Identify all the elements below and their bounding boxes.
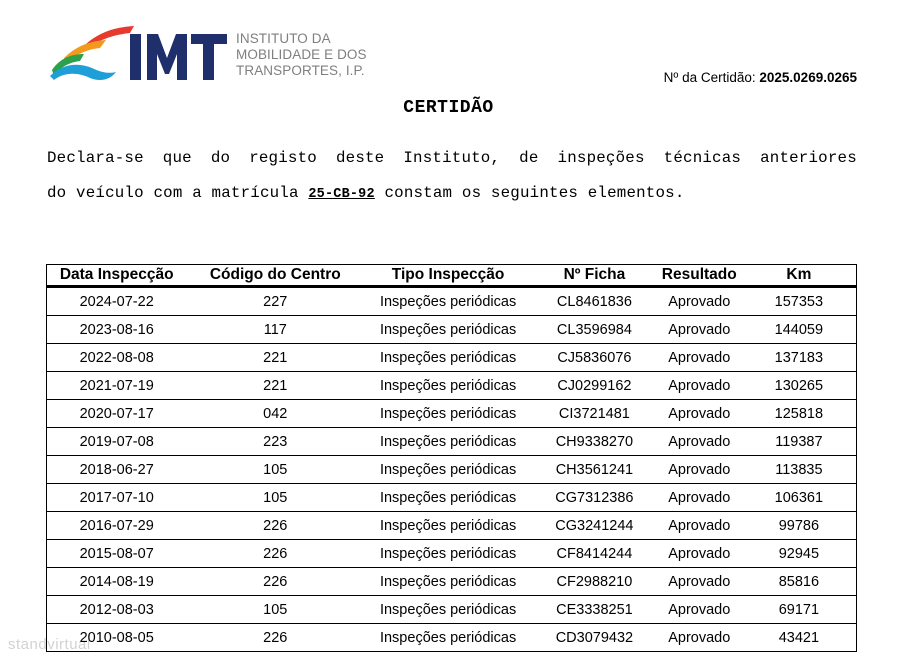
inspections-table	[46, 264, 857, 652]
cell-inspection-type: Inspeções periódicas	[364, 456, 532, 484]
cell-date: 2017-07-10	[47, 484, 187, 512]
cell-date: 2024-07-22	[47, 287, 187, 316]
cell-km: 92945	[742, 540, 857, 568]
cell-center-code: 226	[186, 624, 364, 652]
table-row	[47, 540, 857, 568]
declaration-paragraph	[47, 141, 857, 212]
column-header: Km	[742, 265, 857, 287]
table-row	[47, 428, 857, 456]
cell-sheet-number: CD3079432	[532, 624, 657, 652]
cell-result: Aprovado	[657, 287, 742, 316]
cell-result: Aprovado	[657, 372, 742, 400]
cell-sheet-number: CI3721481	[532, 400, 657, 428]
cell-result: Aprovado	[657, 568, 742, 596]
cell-result: Aprovado	[657, 596, 742, 624]
logo-institute-name	[236, 31, 367, 79]
imt-logo	[50, 24, 370, 86]
cell-center-code: 105	[186, 596, 364, 624]
column-header: Nº Ficha	[532, 265, 657, 287]
certificate-number	[664, 70, 857, 85]
declaration-word: de	[519, 149, 539, 167]
cell-inspection-type: Inspeções periódicas	[364, 372, 532, 400]
cell-center-code: 223	[186, 428, 364, 456]
cell-center-code: 227	[186, 287, 364, 316]
cell-inspection-type: Inspeções periódicas	[364, 596, 532, 624]
certificate-number-label: Nº da Certidão:	[663, 70, 756, 85]
cell-inspection-type: Inspeções periódicas	[364, 287, 532, 316]
cell-result: Aprovado	[657, 400, 742, 428]
table-header-row	[47, 265, 857, 287]
table-row	[47, 400, 857, 428]
cell-sheet-number: CL8461836	[532, 287, 657, 316]
watermark: standvirtual	[8, 636, 91, 653]
document-title: CERTIDÃO	[403, 98, 494, 118]
cell-date: 2016-07-29	[47, 512, 187, 540]
cell-center-code: 221	[186, 344, 364, 372]
declaration-line-2	[47, 176, 857, 212]
declaration-word: que	[162, 149, 192, 167]
cell-result: Aprovado	[657, 512, 742, 540]
logo-line: TRANSPORTES, I.P.	[236, 63, 365, 78]
cell-result: Aprovado	[657, 428, 742, 456]
imt-logo-mark	[50, 24, 230, 86]
cell-km: 125818	[742, 400, 857, 428]
declaration-word: registo	[249, 149, 317, 167]
column-header: Tipo Inspecção	[364, 265, 532, 287]
cell-km: 157353	[742, 287, 857, 316]
cell-date: 2012-08-03	[47, 596, 187, 624]
declaration-word: técnicas	[663, 149, 742, 167]
column-header: Código do Centro	[186, 265, 364, 287]
cell-date: 2018-06-27	[47, 456, 187, 484]
column-header: Resultado	[657, 265, 742, 287]
cell-inspection-type: Inspeções periódicas	[364, 624, 532, 652]
declaration-word: do	[210, 149, 231, 167]
cell-result: Aprovado	[657, 344, 742, 372]
cell-date: 2022-08-08	[47, 344, 187, 372]
cell-inspection-type: Inspeções periódicas	[364, 400, 532, 428]
declaration-text-before-plate: do veículo com a matrícula	[47, 184, 309, 202]
cell-sheet-number: CF2988210	[532, 568, 657, 596]
cell-date: 2019-07-08	[47, 428, 187, 456]
column-header: Data Inspecção	[47, 265, 187, 287]
cell-center-code: 221	[186, 372, 364, 400]
declaration-word: deste	[335, 149, 385, 167]
cell-sheet-number: CH3561241	[532, 456, 657, 484]
cell-result: Aprovado	[657, 540, 742, 568]
cell-km: 85816	[742, 568, 857, 596]
cell-date: 2010-08-05	[47, 624, 187, 652]
cell-inspection-type: Inspeções periódicas	[364, 316, 532, 344]
table-row	[47, 568, 857, 596]
certificate-number-value: 2025.0269.0265	[759, 70, 857, 85]
cell-inspection-type: Inspeções periódicas	[364, 428, 532, 456]
table-row	[47, 624, 857, 652]
declaration-word: inspeções	[557, 149, 645, 167]
cell-sheet-number: CH9338270	[532, 428, 657, 456]
cell-sheet-number: CJ5836076	[532, 344, 657, 372]
logo-line: INSTITUTO DA	[236, 31, 331, 46]
cell-sheet-number: CG7312386	[532, 484, 657, 512]
cell-km: 144059	[742, 316, 857, 344]
cell-center-code: 117	[186, 316, 364, 344]
table-row	[47, 512, 857, 540]
declaration-word: anteriores	[760, 149, 857, 167]
cell-result: Aprovado	[657, 484, 742, 512]
cell-km: 106361	[742, 484, 857, 512]
declaration-word: Instituto,	[403, 149, 501, 167]
cell-center-code: 105	[186, 456, 364, 484]
declaration-text-after-plate: constam os seguintes elementos.	[374, 184, 685, 202]
declaration-word: Declara-se	[47, 149, 144, 167]
cell-date: 2023-08-16	[47, 316, 187, 344]
table-row	[47, 316, 857, 344]
cell-date: 2014-08-19	[47, 568, 187, 596]
cell-km: 99786	[742, 512, 857, 540]
cell-center-code: 226	[186, 568, 364, 596]
cell-km: 113835	[742, 456, 857, 484]
cell-date: 2015-08-07	[47, 540, 187, 568]
cell-center-code: 226	[186, 512, 364, 540]
cell-km: 69171	[742, 596, 857, 624]
cell-date: 2021-07-19	[47, 372, 187, 400]
cell-inspection-type: Inspeções periódicas	[364, 344, 532, 372]
logo-line: MOBILIDADE E DOS	[236, 47, 367, 62]
cell-km: 119387	[742, 428, 857, 456]
cell-km: 43421	[742, 624, 857, 652]
table-row	[47, 596, 857, 624]
cell-sheet-number: CJ0299162	[532, 372, 657, 400]
cell-center-code: 105	[186, 484, 364, 512]
cell-result: Aprovado	[657, 456, 742, 484]
cell-sheet-number: CF8414244	[532, 540, 657, 568]
table-body	[47, 287, 857, 652]
cell-inspection-type: Inspeções periódicas	[364, 568, 532, 596]
table-row	[47, 287, 857, 316]
cell-sheet-number: CG3241244	[532, 512, 657, 540]
declaration-line-1	[47, 141, 857, 176]
table-row	[47, 372, 857, 400]
cell-km: 130265	[742, 372, 857, 400]
cell-sheet-number: CE3338251	[532, 596, 657, 624]
cell-center-code: 226	[186, 540, 364, 568]
table-row	[47, 484, 857, 512]
cell-inspection-type: Inspeções periódicas	[364, 512, 532, 540]
cell-date: 2020-07-17	[47, 400, 187, 428]
cell-center-code: 042	[186, 400, 364, 428]
table-row	[47, 456, 857, 484]
license-plate: 25-CB-92	[308, 187, 375, 202]
cell-inspection-type: Inspeções periódicas	[364, 540, 532, 568]
cell-sheet-number: CL3596984	[532, 316, 657, 344]
cell-result: Aprovado	[657, 624, 742, 652]
cell-inspection-type: Inspeções periódicas	[364, 484, 532, 512]
cell-result: Aprovado	[657, 316, 742, 344]
table-row	[47, 344, 857, 372]
cell-km: 137183	[742, 344, 857, 372]
